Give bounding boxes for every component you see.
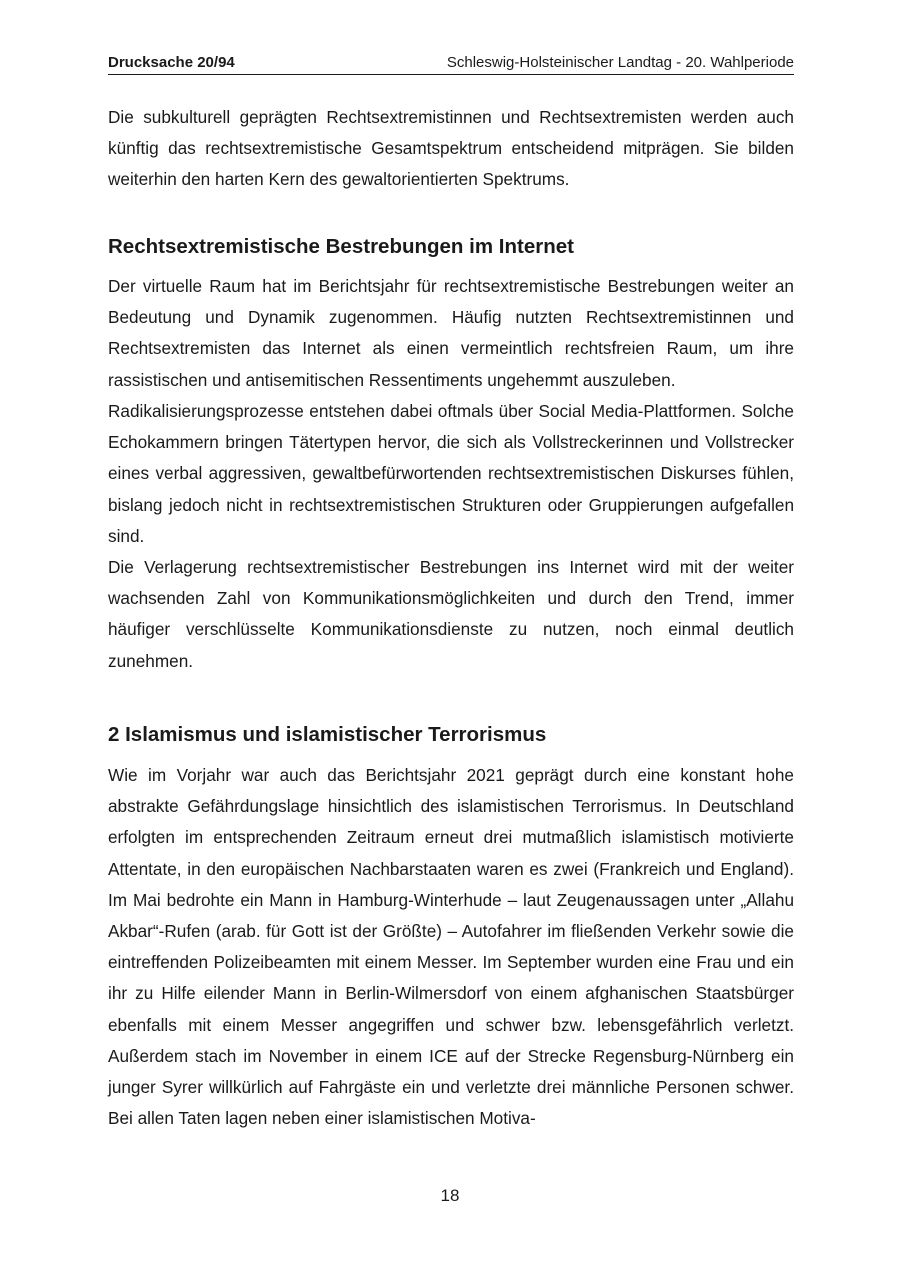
page-number: 18 <box>440 1186 460 1205</box>
paragraph-islamism: Wie im Vorjahr war auch das Berichtsjahr 2021 geprägt durch eine konstant hohe abstrakte Gefährdungslage hinsichtlich des islamistischen Terrorismus. In Deutschland erfolgten im entsprechenden Zeitraum erneut drei mutmaßlich islamistisch motivierte Attentate, in den europäischen Nachbarstaaten waren es zwei (Frankreich und England). Im Mai bedrohte ein Mann in Hamburg-Winterhude – laut Zeugenaussagen unter „Allahu Akbar“-Rufen (arab. für Gott ist der Größte) – Autofahrer im fließenden Verkehr sowie die eintreffenden Polizeibeamten mit einem Messer. Im September wurden eine Frau und ein ihr zu Hilfe eilender Mann in Berlin-Wilmersdorf von einem afghanischen Staatsbürger ebenfalls mit einem Messer angegriffen und schwer bzw. lebensgefährlich verletzt. Außerdem stach im November in einem ICE auf der Strecke Regensburg-Nürnberg ein junger Syrer willkürlich auf Fahrgäste ein und verletzte drei männliche Personen schwer. Bei allen Taten lagen neben einer islamistischen Motiva- <box>108 765 794 1129</box>
parliament-title: Schleswig-Holsteinischer Landtag - 20. Wahlperiode <box>446 54 794 71</box>
document-number: Drucksache 20/94 <box>108 54 235 71</box>
paragraph-internet-1: Der virtuelle Raum hat im Berichtsjahr für rechtsextremistische Bestrebungen weiter an Bedeutung und Dynamik zugenommen. Häufig nutzten Rechtsextremistinnen und Rechtsextremisten das Internet als einen vermeintlich rechtsfreien Raum, um ihre rassistischen und antisemitischen Ressentiments ungehemmt auszuleben. <box>108 276 794 390</box>
page-header <box>108 54 794 75</box>
heading-internet: Rechtsextremistische Bestrebungen im Internet <box>108 235 574 258</box>
paragraph-internet-3: Die Verlagerung rechtsextremistischer Bestrebungen ins Internet wird mit der weiter wachsenden Zahl von Kommunikationsmöglichkeiten und durch den Trend, immer häufiger verschlüsselte Kommunikationsdienste zu nutzen, noch einmal deutlich zunehmen. <box>108 557 794 671</box>
heading-islamism: 2 Islamismus und islamistischer Terrorismus <box>108 723 547 746</box>
paragraph-intro: Die subkulturell geprägten Rechtsextremistinnen und Rechtsextremisten werden auch künftig das rechtsextremistische Gesamtspektrum entscheidend mitprägen. Sie bilden weiterhin den harten Kern des gewaltorientierten Spektrums. <box>108 107 794 190</box>
paragraph-internet-2: Radikalisierungsprozesse entstehen dabei oftmals über Social Media-Plattformen. Solche Echokammern bringen Tätertypen hervor, die sich als Vollstreckerinnen und Vollstrecker eines verbal aggressiven, gewaltbefürwortenden rechtsextremistischen Diskurses fühlen, bislang jedoch nicht in rechtsextremistischen Strukturen oder Gruppierungen aufgefallen sind. <box>108 401 794 546</box>
